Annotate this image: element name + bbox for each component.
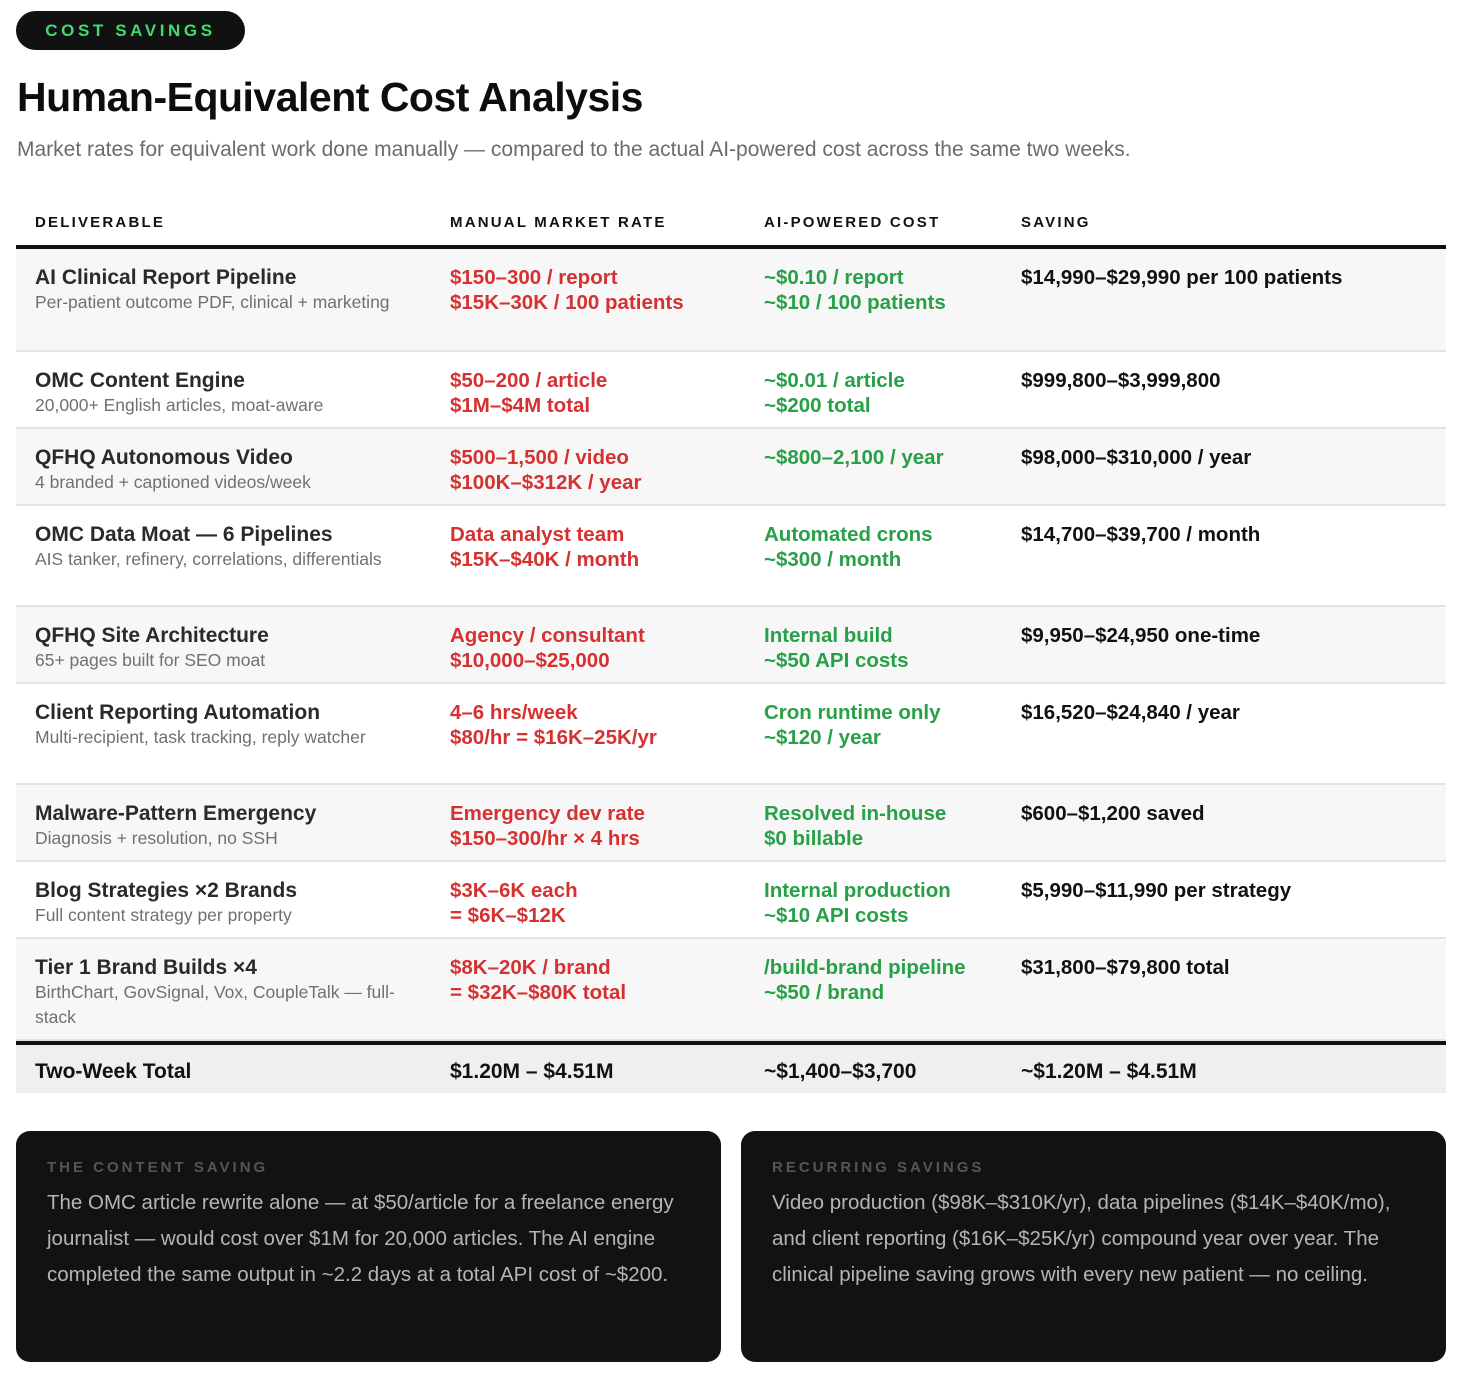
manual-rate-line: $1M–$4M total <box>450 394 591 417</box>
ai-cost-cell <box>764 265 994 315</box>
deliverable-description: 20,000+ English articles, moat-aware <box>35 395 324 415</box>
deliverable-cell <box>35 955 425 1030</box>
table-row <box>16 862 1446 939</box>
ai-cost-cell <box>764 955 994 1005</box>
ai-cost-line: Internal production <box>764 879 951 902</box>
deliverable-title: Client Reporting Automation <box>35 701 321 724</box>
deliverable-cell <box>35 265 425 315</box>
manual-rate-line: $150–300 / report <box>450 266 618 289</box>
manual-rate-line: $150–300/hr × 4 hrs <box>450 827 640 850</box>
header-deliverable: DELIVERABLE <box>35 214 166 231</box>
table-body <box>16 249 1446 1041</box>
deliverable-description: BirthChart, GovSignal, Vox, CoupleTalk — full-stack <box>35 982 395 1027</box>
manual-rate-cell <box>450 955 750 1005</box>
manual-rate-cell <box>450 878 750 928</box>
ai-cost-line: Cron runtime only <box>764 701 941 724</box>
ai-cost-line: Automated crons <box>764 523 933 546</box>
ai-cost-cell <box>764 445 994 470</box>
header-saving: SAVING <box>1021 214 1091 231</box>
manual-rate-line: $500–1,500 / video <box>450 446 629 469</box>
ai-cost-line: ~$10 API costs <box>764 904 909 927</box>
ai-cost-line: ~$50 / brand <box>764 981 885 1004</box>
manual-rate-line: Data analyst team <box>450 523 625 546</box>
ai-cost-line: /build-brand pipeline <box>764 956 966 979</box>
saving-cell: $600–$1,200 saved <box>1021 802 1205 825</box>
deliverable-description: Diagnosis + resolution, no SSH <box>35 828 278 848</box>
manual-rate-line: $8K–20K / brand <box>450 956 611 979</box>
ai-cost-line: Resolved in-house <box>764 802 947 825</box>
page-title: Human-Equivalent Cost Analysis <box>17 74 643 120</box>
card-body: The OMC article rewrite alone — at $50/article for a freelance energy journalist — would cost over $1M for 20,000 articles. The AI engine completed the same output in ~2.2 days at a total API cost of ~$200. <box>47 1191 674 1286</box>
deliverable-description: 65+ pages built for SEO moat <box>35 650 266 670</box>
total-saving: ~$1.20M – $4.51M <box>1021 1060 1197 1083</box>
ai-cost-cell <box>764 700 994 750</box>
total-row <box>16 1041 1446 1093</box>
saving-cell: $999,800–$3,999,800 <box>1021 369 1221 392</box>
header-manual-rate: MANUAL MARKET RATE <box>450 214 667 231</box>
manual-rate-line: $50–200 / article <box>450 369 608 392</box>
saving-cell: $14,700–$39,700 / month <box>1021 523 1261 546</box>
content-saving-card <box>16 1131 721 1362</box>
manual-rate-line: Emergency dev rate <box>450 802 645 825</box>
manual-rate-line: $3K–6K each <box>450 879 578 902</box>
ai-cost-line: ~$120 / year <box>764 726 881 749</box>
manual-rate-cell <box>450 265 750 315</box>
table-row <box>16 352 1446 429</box>
ai-cost-line: ~$0.01 / article <box>764 369 905 392</box>
deliverable-description: Full content strategy per property <box>35 905 292 925</box>
deliverable-title: Tier 1 Brand Builds ×4 <box>35 956 257 979</box>
ai-cost-cell <box>764 801 994 851</box>
ai-cost-line: $0 billable <box>764 827 864 850</box>
saving-cell: $14,990–$29,990 per 100 patients <box>1021 266 1343 289</box>
manual-rate-line: $15K–30K / 100 patients <box>450 291 684 314</box>
manual-rate-cell <box>450 801 750 851</box>
card-body: Video production ($98K–$310K/yr), data pipelines ($14K–$40K/mo), and client reporting ($16K–$25K/yr) compound year over year. The clinical pipeline saving grows with every new patient — no ceiling. <box>772 1191 1391 1286</box>
ai-cost-line: ~$50 API costs <box>764 649 909 672</box>
ai-cost-line: ~$800–2,100 / year <box>764 446 944 469</box>
table-row <box>16 506 1446 607</box>
card-label: RECURRING SAVINGS <box>772 1159 985 1176</box>
deliverable-description: Multi-recipient, task tracking, reply watcher <box>35 727 366 747</box>
table-row <box>16 785 1446 862</box>
deliverable-cell <box>35 522 425 572</box>
ai-cost-line: Internal build <box>764 624 893 647</box>
deliverable-cell <box>35 801 425 851</box>
manual-rate-cell <box>450 700 750 750</box>
saving-cell: $16,520–$24,840 / year <box>1021 701 1240 724</box>
deliverable-title: Malware-Pattern Emergency <box>35 802 317 825</box>
manual-rate-line: $15K–$40K / month <box>450 548 640 571</box>
deliverable-cell <box>35 700 425 750</box>
total-label: Two-Week Total <box>35 1060 192 1083</box>
deliverable-title: QFHQ Site Architecture <box>35 624 269 647</box>
recurring-savings-card <box>741 1131 1446 1362</box>
deliverable-cell <box>35 623 425 673</box>
deliverable-title: AI Clinical Report Pipeline <box>35 266 297 289</box>
manual-rate-line: Agency / consultant <box>450 624 645 647</box>
deliverable-description: 4 branded + captioned videos/week <box>35 472 311 492</box>
ai-cost-cell <box>764 522 994 572</box>
table-row <box>16 684 1446 785</box>
table-row <box>16 429 1446 506</box>
deliverable-cell <box>35 368 425 418</box>
header-ai-cost: AI-POWERED COST <box>764 214 941 231</box>
manual-rate-line: $80/hr = $16K–25K/yr <box>450 726 657 749</box>
ai-cost-line: ~$300 / month <box>764 548 902 571</box>
ai-cost-line: ~$0.10 / report <box>764 266 904 289</box>
manual-rate-line: 4–6 hrs/week <box>450 701 578 724</box>
saving-cell: $9,950–$24,950 one-time <box>1021 624 1261 647</box>
deliverable-cell <box>35 878 425 928</box>
deliverable-title: OMC Content Engine <box>35 369 245 392</box>
table-row <box>16 939 1446 1041</box>
ai-cost-cell <box>764 368 994 418</box>
page-subtitle: Market rates for equivalent work done manually — compared to the actual AI-powered cost across the same two weeks. <box>17 138 1131 161</box>
total-manual: $1.20M – $4.51M <box>450 1060 614 1083</box>
table-row <box>16 249 1446 352</box>
saving-cell: $5,990–$11,990 per strategy <box>1021 879 1292 902</box>
manual-rate-cell <box>450 445 750 495</box>
table-header <box>16 200 1446 249</box>
deliverable-title: Blog Strategies ×2 Brands <box>35 879 297 902</box>
ai-cost-cell <box>764 623 994 673</box>
manual-rate-cell <box>450 623 750 673</box>
manual-rate-cell <box>450 368 750 418</box>
ai-cost-line: ~$200 total <box>764 394 871 417</box>
saving-cell: $98,000–$310,000 / year <box>1021 446 1252 469</box>
deliverable-title: OMC Data Moat — 6 Pipelines <box>35 523 333 546</box>
total-ai: ~$1,400–$3,700 <box>764 1060 917 1083</box>
manual-rate-cell <box>450 522 750 572</box>
card-label: THE CONTENT SAVING <box>47 1159 269 1176</box>
manual-rate-line: = $32K–$80K total <box>450 981 627 1004</box>
table-row <box>16 607 1446 684</box>
cost-table <box>16 200 1446 1093</box>
deliverable-title: QFHQ Autonomous Video <box>35 446 293 469</box>
cost-savings-badge: COST SAVINGS <box>16 11 245 50</box>
manual-rate-line: $10,000–$25,000 <box>450 649 610 672</box>
manual-rate-line: = $6K–$12K <box>450 904 566 927</box>
manual-rate-line: $100K–$312K / year <box>450 471 642 494</box>
saving-cell: $31,800–$79,800 total <box>1021 956 1230 979</box>
ai-cost-line: ~$10 / 100 patients <box>764 291 946 314</box>
deliverable-description: AIS tanker, refinery, correlations, differentials <box>35 549 382 569</box>
deliverable-description: Per-patient outcome PDF, clinical + marketing <box>35 292 390 312</box>
ai-cost-cell <box>764 878 994 928</box>
deliverable-cell <box>35 445 425 495</box>
